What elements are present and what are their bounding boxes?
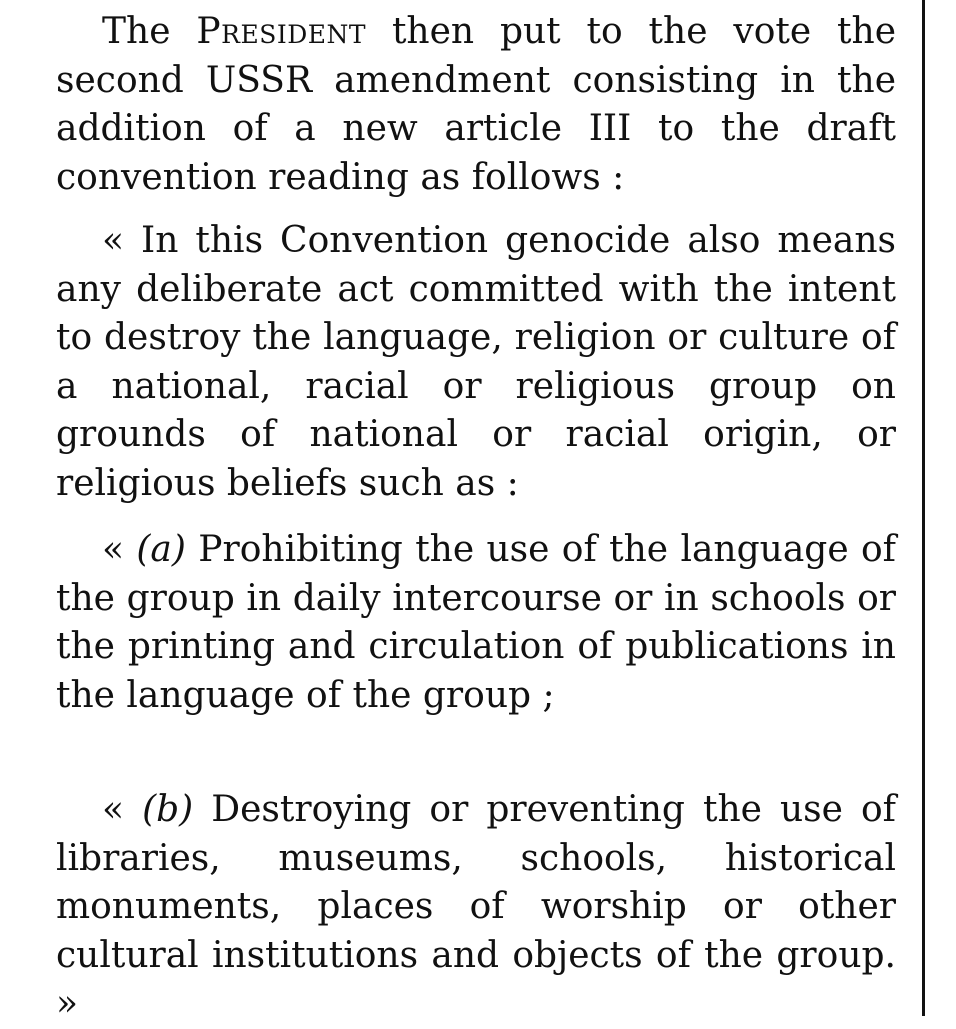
paragraph-lead-word: The: [102, 11, 171, 52]
clause-label: (b): [142, 789, 194, 830]
clause-label: (a): [136, 529, 186, 570]
paragraph-genocide-definition: [56, 217, 896, 508]
paragraph-text: « In this Convention genocide also means any deliberate act committed with the intent to destroy the language, religion or culture of a national, racial or religious group on grounds of national or racial origin, or religious beliefs such as :: [56, 220, 896, 504]
paragraph-text: Prohibiting the use of the language of the group in daily intercourse or in schools or the printing and circulation of publications in the language of the group ;: [56, 529, 896, 716]
paragraph-vote-announcement: [56, 8, 896, 202]
speaker-title: President: [196, 11, 367, 52]
paragraph-clause-a: [56, 526, 896, 720]
paragraph-text: then put to the vote the second USSR amendment consisting in the addition of a new article III to the draft convention reading as follows :: [56, 11, 896, 198]
open-quote: «: [102, 789, 143, 830]
paragraph-text: Destroying or preventing the use of libraries, museums, schools, historical monuments, places of worship or other cultural institutions and objects of the group. »: [56, 789, 896, 1024]
paragraph-clause-b: [56, 786, 896, 1029]
column-divider-rule: [922, 0, 925, 1016]
open-quote: «: [102, 529, 137, 570]
